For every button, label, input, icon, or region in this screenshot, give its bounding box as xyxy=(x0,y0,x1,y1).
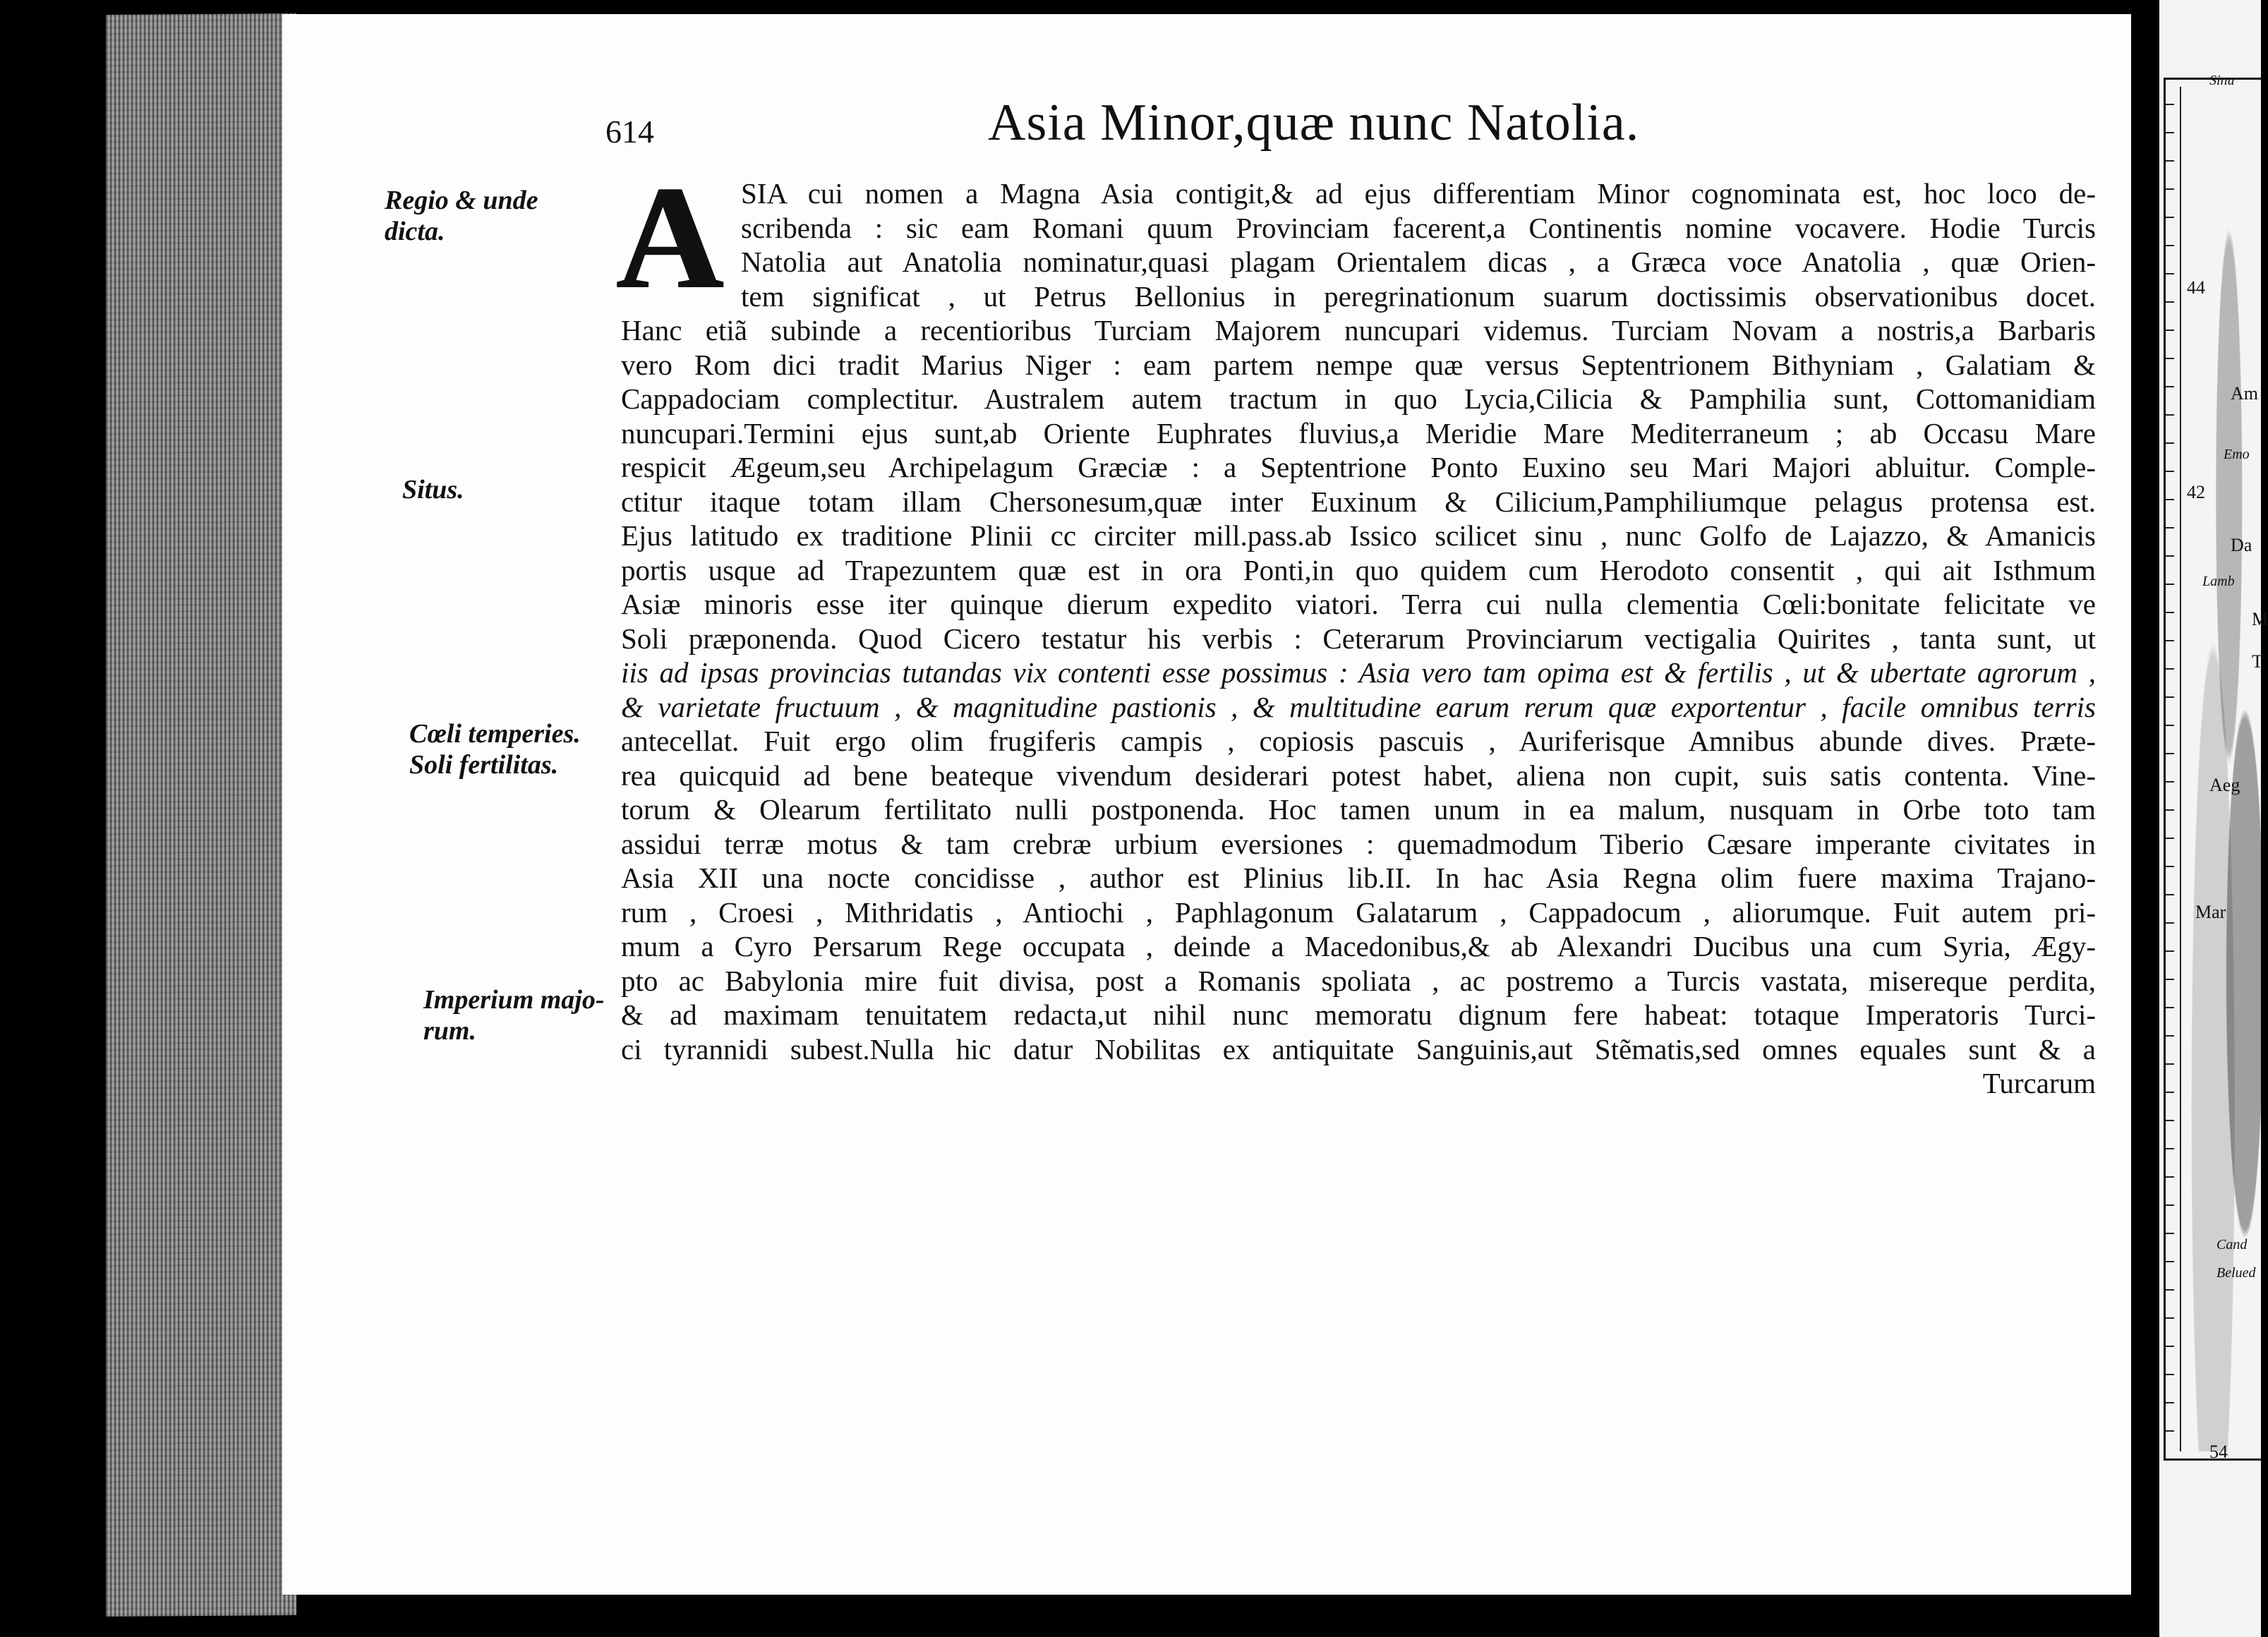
text-line: antecellat. Fuit ergo olim frugiferis campis , copiosis pascuis , Auriferisque Amnibus abunde dives. Præte- xyxy=(621,725,2096,757)
map-image xyxy=(2180,73,2268,1462)
margin-note-line: Soli fertilitas. xyxy=(409,750,559,780)
body-text xyxy=(621,176,2096,1101)
page-title: Asia Minor,quæ nunc Natolia. xyxy=(988,94,1640,152)
text-line: Cappadociam complectitur. Australem autem tractum in quo Lycia,Cilicia & Pamphilia sunt, Cottomanidiam xyxy=(621,382,2096,415)
text-line: Hanc etiã subinde a recentioribus Turciam Majorem nuncupari videmus. Turciam Novam a nostris,a Barbaris xyxy=(621,314,2096,346)
margin-note-coeli xyxy=(409,718,581,780)
text-line: respicit Ægeum,seu Archipelagum Græciæ : a Septentrione Ponto Euxino seu Mari Majori abluitur. Comple- xyxy=(621,451,2096,483)
text-line: assidui terræ motus & tam crebræ urbium eversiones : quemadmodum Tiberio Cæsare imperante civitates in xyxy=(621,827,2096,860)
text-line: pto ac Babylonia mire fuit divisa, post a Romanis spoliata , ac postremo a Turcis vastata, misereque perdita, xyxy=(621,964,2096,997)
text-line: & varietate fructuum , & magnitudine pastionis , & multitudine earum rerum quæ exportentur , facile omnibus terris xyxy=(621,690,2096,723)
map-label: 42 xyxy=(2187,482,2205,502)
margin-note-line: rum. xyxy=(423,1016,476,1046)
adjacent-map-page xyxy=(2159,0,2268,1637)
map-label: Da xyxy=(2231,535,2252,555)
margin-note-line: Imperium majo- xyxy=(423,985,605,1015)
map-label: Am xyxy=(2231,383,2258,404)
text-line: Ejus latitudo ex traditione Plinii cc circiter mill.pass.ab Issico scilicet sinu , nunc Golfo de Lajazzo, & Amanicis xyxy=(621,519,2096,552)
margin-note-regio xyxy=(385,185,538,247)
text-line: nuncupari.Termini ejus sunt,ab Oriente Euphrates fluvius,a Meridie Mare Mediterraneum ; ab Occasu Mare xyxy=(621,416,2096,449)
text-line: mum a Cyro Persarum Rege occupata , deinde a Macedonibus,& ab Alexandri Ducibus una cum Syria, Ægy- xyxy=(621,930,2096,962)
margin-note-situs: Situs. xyxy=(402,475,464,505)
map-label: 44 xyxy=(2187,277,2205,298)
text-line: vero Rom dici tradit Marius Niger : eam partem nempe quæ versus Septentrionem Bithyniam , Galatiam & xyxy=(621,348,2096,381)
text-line: rum , Croesi , Mithridatis , Antiochi , Paphlagonum Galatarum , Cappadocum , aliorumque. Fuit autem pri- xyxy=(621,895,2096,929)
map-label: Lamb xyxy=(2202,574,2235,589)
margin-note-line: dicta. xyxy=(385,217,445,246)
text-line: rea quicquid ad bene beateque vivendum desiderari potest habet, aliena non cupit, suis satis contenta. Vine- xyxy=(621,759,2096,792)
text-line: Soli præponenda. Quod Cicero testatur his verbis : Ceterarum Provinciarum vectigalia Quirites , tanta sunt, ut xyxy=(621,622,2096,655)
text-line: scribenda : sic eam Romani quum Provinciam facerent,a Continentis nomine vocavere. Hodie Turcis xyxy=(741,211,2096,244)
map-label: T xyxy=(2252,651,2263,672)
margin-note-line: Regio & unde xyxy=(385,186,538,215)
margin-note-line: Cœli temperies. xyxy=(409,719,581,749)
text-line: portis usque ad Trapezuntem quæ est in ora Ponti,in quo quidem cum Herodoto consentit , qui ait Isthmum xyxy=(621,553,2096,586)
text-line: Natolia aut Anatolia nominatur,quasi plagam Orientalem dicas , a Græca voce Anatolia , quæ Orien- xyxy=(741,246,2096,278)
map-label: M xyxy=(2252,609,2268,629)
map-label: Cand xyxy=(2216,1237,2248,1252)
map-label: 54 xyxy=(2209,1442,2228,1462)
catchword: Turcarum xyxy=(1982,1067,2096,1099)
map-label: Aeg xyxy=(2209,775,2240,795)
map-label: Emo xyxy=(2224,447,2250,462)
map-frame xyxy=(2164,73,2268,1462)
text-line: ci tyrannidi subest.Nulla hic datur Nobilitas ex antiquitate Sanguinis,aut Stẽmatis,sed omnes equales sunt & a xyxy=(621,1032,2096,1065)
text-line: & ad maximam tenuitatem redacta,ut nihil nunc memoratu dignum fere habeat: totaque Imperatoris Turci- xyxy=(621,998,2096,1031)
text-line: SIA cui nomen a Magna Asia contigit,& ad ejus differentiam Minor cognominata est, hoc loco de- xyxy=(741,177,2096,210)
text-line: Asiæ minoris esse iter quinque dierum expedito viatori. Terra cui nulla clementia Cœli:bonitate felicitate ve xyxy=(621,588,2096,620)
text-line: torum & Olearum fertilitato nulli postponenda. Hoc tamen unum in ea malum, nusquam in Orbe toto tam xyxy=(621,793,2096,826)
text-line: iis ad ipsas provincias tutandas vix contenti esse possimus : Asia vero tam opima est & fertilis , ut & ubertate agrorum , xyxy=(621,656,2096,689)
map-label: Sinu xyxy=(2209,73,2235,88)
margin-note-imperium xyxy=(423,984,605,1046)
page-number: 614 xyxy=(605,114,654,150)
text-line: ctitur itaque totam illam Chersonesum,quæ inter Euxinum & Cilicium,Pamphiliumque pelagus protensa est. xyxy=(621,485,2096,518)
text-line: Asia XII una nocte concidisse , author est Plinius lib.II. In hac Asia Regna olim fuere maxima Trajano- xyxy=(621,862,2096,894)
text-line: tem significat , ut Petrus Bellonius in peregrinationum suarum doctissimis observationibus docet. xyxy=(741,279,2096,313)
book-fore-edge xyxy=(106,13,296,1617)
drop-cap-initial: A xyxy=(615,156,723,320)
map-label: Mar xyxy=(2195,902,2226,922)
map-label: Belued xyxy=(2216,1265,2256,1281)
book-gutter xyxy=(2131,0,2163,1637)
